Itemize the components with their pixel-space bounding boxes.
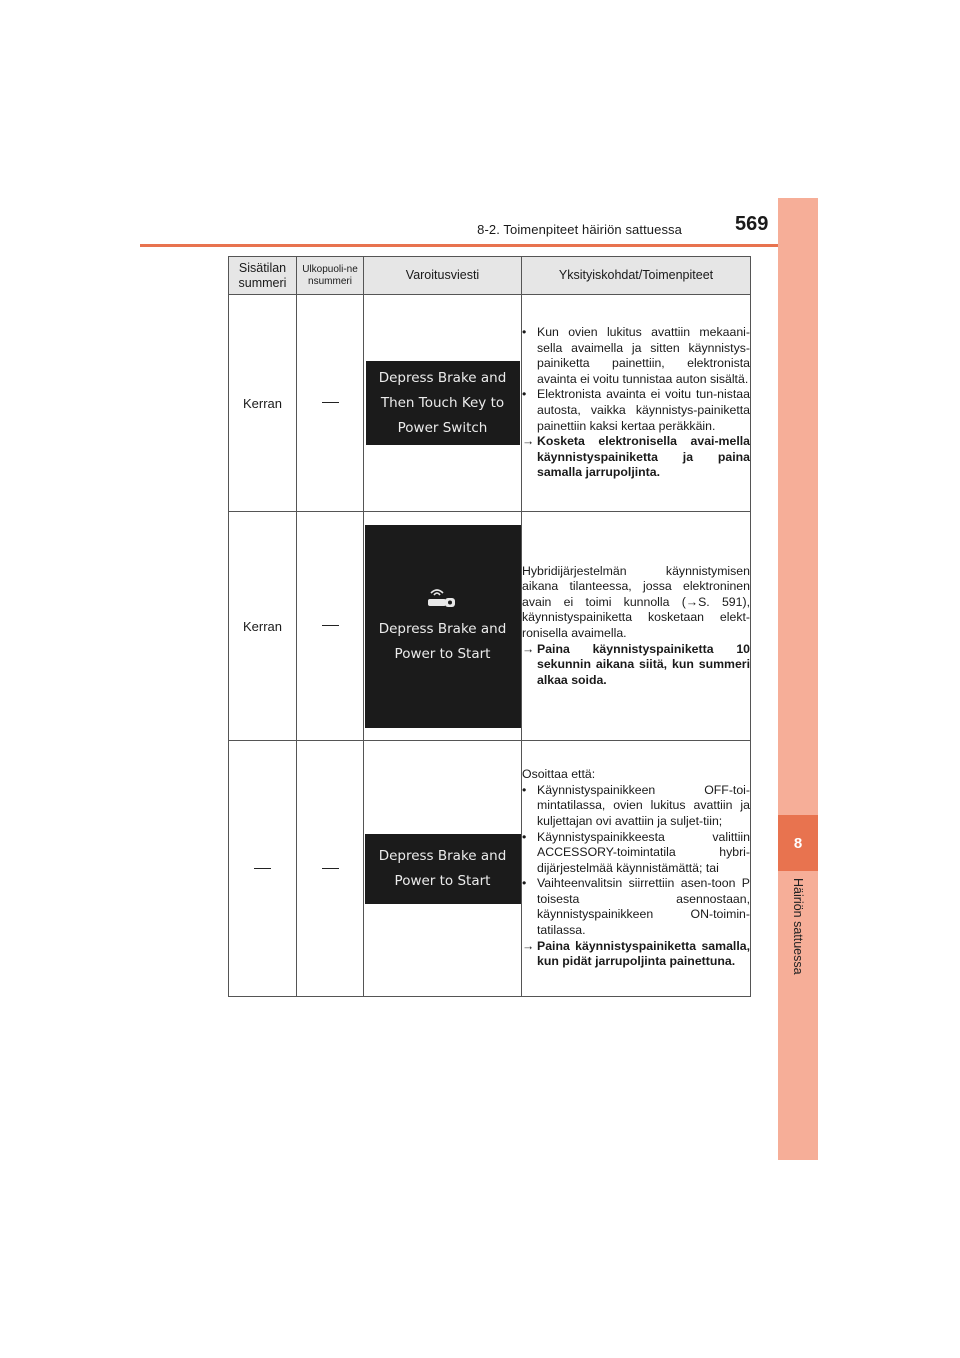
list-item: • Vaihteenvalitsin siirrettiin asen-toon P toisesta asennostaan, käynnistyspainikkeen ON-toimin-tatilassa. <box>522 876 750 938</box>
intro-text: Hybridijärjestelmän käynnistymisen aikana tilanteessa, jossa elektroninen avain ei toimi kunnolla (→S. 591), käynnistyspainiketta kosketaan elekt-ronisella avaimella. <box>522 563 750 640</box>
table-row <box>229 741 751 997</box>
display-line: Power to Start <box>394 872 491 889</box>
warning-display <box>365 525 521 728</box>
exterior-buzzer-cell <box>297 295 364 512</box>
page-number: 569 <box>735 213 769 235</box>
list-item: • Elektronista avainta ei voitu tun-nistaa autosta, vaikka käynnistys-painiketta painettiin kaksi kertaa peräkkäin. <box>522 387 750 433</box>
display-line: Depress Brake and <box>378 621 507 637</box>
warning-display-cell <box>364 295 522 512</box>
section-title: 8-2. Toimenpiteet häiriön sattuessa <box>477 222 682 237</box>
display-line: Power to Start <box>394 646 491 662</box>
display-line: Depress Brake and <box>378 369 507 386</box>
header-warning-message: Varoitusviesti <box>364 257 522 295</box>
key-icon <box>425 585 461 611</box>
exterior-buzzer-cell <box>297 512 364 741</box>
table-row <box>229 295 751 512</box>
intro-text: Osoittaa että: <box>522 767 596 782</box>
list-item: • Kun ovien lukitus avattiin mekaani-sella avaimella ja sitten käynnistys-painiketta painettiin, elektronista avainta ei voitu tunnistaa auton sisältä. <box>522 325 750 386</box>
list-item: • Käynnistyspainikkeesta valittiin ACCESSORY-toimintatila hybri-dijärjestelmää käynnistämättä; tai <box>522 829 750 875</box>
display-line: Depress Brake and <box>378 847 507 864</box>
details-cell <box>522 295 751 512</box>
header-interior-buzzer: Sisätilan summeri <box>229 257 297 295</box>
display-line: Power Switch <box>397 419 488 436</box>
header-rule <box>140 244 818 247</box>
interior-buzzer-cell: Kerran <box>229 512 297 741</box>
action-text: → Paina käynnistyspainiketta 10 sekunnin aikana siitä, kun summeri alkaa soida. <box>522 641 750 687</box>
dash-mark <box>322 868 339 869</box>
chapter-number: 8 <box>778 815 818 871</box>
header-exterior-buzzer: Ulkopuoli-nensummeri <box>297 257 364 295</box>
dash-mark <box>322 625 339 626</box>
header-details: Yksityiskohdat/Toimenpiteet <box>522 257 751 295</box>
chapter-label: Häiriön sattuessa <box>791 878 805 975</box>
details-cell <box>522 512 751 741</box>
interior-buzzer-cell: Kerran <box>229 295 297 512</box>
warning-display-cell <box>364 512 522 741</box>
details-cell <box>522 741 751 997</box>
action-text: → Kosketa elektronisella avai-mella käynnistyspainiketta ja paina samalla jarrupoljinta. <box>522 434 750 480</box>
chapter-side-tab <box>778 198 818 1160</box>
warning-display <box>365 834 521 904</box>
warning-display-cell <box>364 741 522 997</box>
exterior-buzzer-cell <box>297 741 364 997</box>
warning-display <box>366 361 520 445</box>
display-line: Then Touch Key to <box>380 394 505 411</box>
dash-mark <box>322 402 339 403</box>
table-header-row <box>229 257 751 295</box>
action-text: → Paina käynnistyspainiketta samalla, kun pidät jarrupoljinta painettuna. <box>522 938 750 969</box>
table-row <box>229 512 751 741</box>
dash-mark <box>254 868 271 869</box>
list-item: • Käynnistyspainikkeen OFF-toi-mintatilassa, ovien lukitus avattiin ja kuljettajan ovi avattiin ja suljet-tiin; <box>522 782 750 828</box>
interior-buzzer-cell <box>229 741 297 997</box>
warning-table <box>228 256 751 997</box>
